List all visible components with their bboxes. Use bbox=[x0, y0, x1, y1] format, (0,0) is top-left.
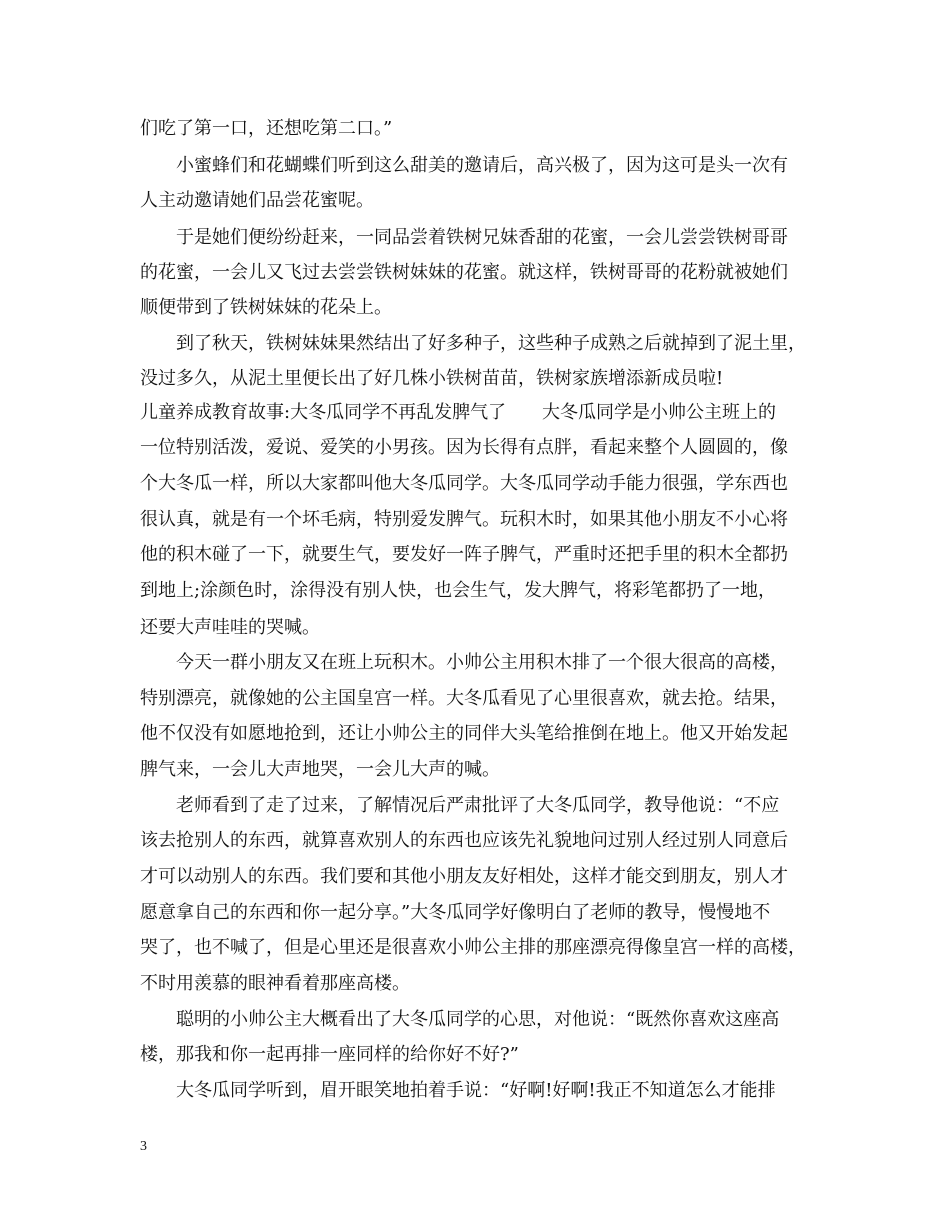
text-line: 一位特别活泼，爱说、爱笑的小男孩。因为长得有点胖，看起来整个人圆圆的，像 bbox=[140, 437, 788, 458]
paragraph-start-line: 大冬瓜同学听到，眉开眼笑地拍着手说：“好啊!好啊!我正不知道怎么才能排 bbox=[176, 1080, 776, 1101]
text-line: 他不仅没有如愿地抢到，还让小帅公主的同伴大头笔给推倒在地上。他又开始发起 bbox=[140, 723, 788, 744]
text-line: 没过多久，从泥土里便长出了好几株小铁树苗苗，铁树家族增添新成员啦! bbox=[140, 368, 724, 389]
text-line: 顺便带到了铁树妹妹的花朵上。 bbox=[140, 297, 392, 318]
paragraph-start-line: 老师看到了走了过来，了解情况后严肃批评了大冬瓜同学，教导他说：“不应 bbox=[176, 795, 780, 816]
text-line: 的花蜜，一会儿又飞过去尝尝铁树妹妹的花蜜。就这样，铁树哥哥的花粉就被她们 bbox=[140, 262, 788, 283]
page-number: 3 bbox=[140, 1139, 147, 1154]
paragraph-start-line: 小蜜蜂们和花蝴蝶们听到这么甜美的邀请后，高兴极了，因为这可是头一次有 bbox=[176, 155, 788, 176]
text-line: 该去抢别人的东西，就算喜欢别人的东西也应该先礼貌地问过别人经过别人同意后 bbox=[140, 830, 788, 851]
text-line: 到地上;涂颜色时，涂得没有别人快，也会生气，发大脾气，将彩笔都扔了一地， bbox=[140, 580, 777, 601]
text-line: 特别漂亮，就像她的公主国皇宫一样。大冬瓜看见了心里很喜欢，就去抢。结果， bbox=[140, 688, 788, 709]
text-line: 还要大声哇哇的哭喊。 bbox=[140, 617, 320, 638]
paragraph-start-line: 到了秋天，铁树妹妹果然结出了好多种子，这些种子成熟之后就掉到了泥土里， bbox=[176, 333, 806, 354]
text-line: 很认真，就是有一个坏毛病，特别爱发脾气。玩积木时，如果其他小朋友不小心将 bbox=[140, 509, 788, 530]
text-line: 个大冬瓜一样，所以大家都叫他大冬瓜同学。大冬瓜同学动手能力很强，学东西也 bbox=[140, 473, 788, 494]
text-line: 不时用羡慕的眼神看着那座高楼。 bbox=[140, 973, 410, 994]
story-title-line: 儿童养成教育故事:大冬瓜同学不再乱发脾气了 大冬瓜同学是小帅公主班上的 bbox=[140, 402, 777, 423]
text-line: 脾气来，一会儿大声地哭，一会儿大声的喊。 bbox=[140, 759, 500, 780]
paragraph-start-line: 于是她们便纷纷赶来，一同品尝着铁树兄妹香甜的花蜜，一会儿尝尝铁树哥哥 bbox=[176, 227, 788, 248]
text-line: 人主动邀请她们品尝花蜜呢。 bbox=[140, 190, 374, 211]
paragraph-start-line: 今天一群小朋友又在班上玩积木。小帅公主用积木排了一个很大很高的高楼， bbox=[176, 652, 788, 673]
text-line: 楼，那我和你一起再排一座同样的给你好不好?” bbox=[140, 1044, 519, 1065]
text-line: 们吃了第一口，还想吃第二口。” bbox=[140, 118, 393, 139]
paragraph-start-line: 聪明的小帅公主大概看出了大冬瓜同学的心思，对他说：“既然你喜欢这座高 bbox=[176, 1009, 780, 1030]
text-line: 才可以动别人的东西。我们要和其他小朋友友好相处，这样才能交到朋友，别人才 bbox=[140, 866, 788, 887]
text-line: 哭了，也不喊了，但是心里还是很喜欢小帅公主排的那座漂亮得像皇宫一样的高楼， bbox=[140, 937, 806, 958]
text-line: 他的积木碰了一下，就要生气，要发好一阵子脾气，严重时还把手里的积木全都扔 bbox=[140, 544, 788, 565]
text-line: 愿意拿自己的东西和你一起分享。”大冬瓜同学好像明白了老师的教导，慢慢地不 bbox=[140, 902, 771, 923]
